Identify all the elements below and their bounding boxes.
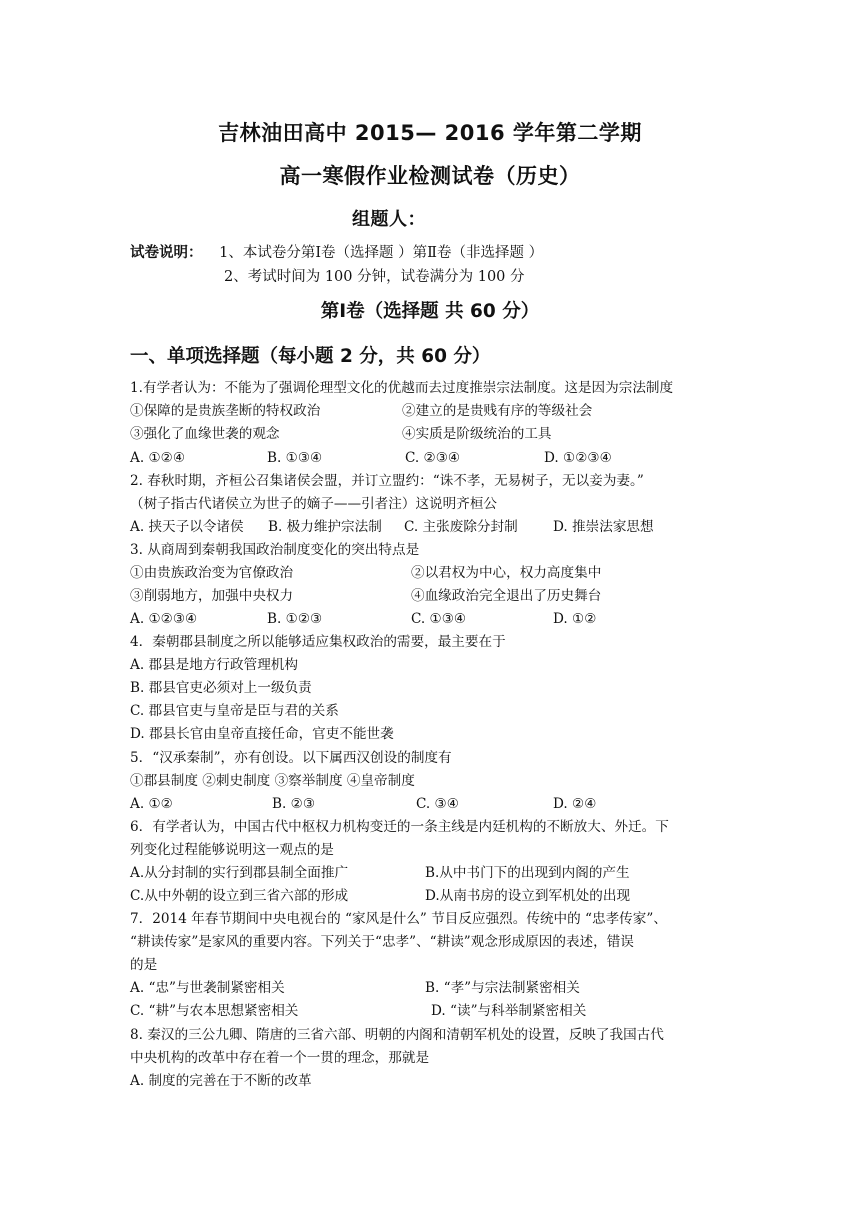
instruction-item-1: 1、本试卷分第Ⅰ卷（选择题 ）第Ⅱ卷（非选择题 ） (219, 245, 544, 261)
q8-stem-line-1: 8. 秦汉的三公九卿、隋唐的三省六部、明朝的内阁和清朝军机处的设置，反映了我国古代 (130, 1027, 664, 1043)
q5-option-b: B. ②③ (272, 796, 316, 812)
q7-option-c: C. “耕”与农本思想紧密相关 (130, 1003, 299, 1019)
q3-option-c: C. ①③④ (411, 611, 467, 627)
q7-option-d: D. “读”与科举制紧密相关 (431, 1003, 587, 1019)
q3-stem: 3. 从商周到秦朝我国政治制度变化的突出特点是 (130, 542, 420, 558)
q1-statement-2: ②建立的是贵贱有序的等级社会 (402, 403, 593, 419)
q8-stem-line-2: 中央机构的改革中存在着一个一贯的理念，那就是 (130, 1050, 430, 1066)
q1-statement-3: ③强化了血缘世袭的观念 (130, 426, 280, 442)
q7-stem-line-3: 的是 (130, 957, 158, 973)
q1-statement-1: ①保障的是贵族垄断的特权政治 (130, 403, 321, 419)
instructions-label: 试卷说明： (130, 245, 203, 261)
q1-option-a: A. ①②④ (130, 450, 186, 466)
q4-option-b: B. 郡县官吏必须对上一级负责 (130, 680, 312, 696)
q5-stem: 5．“汉承秦制”，亦有创设。以下属西汉创设的制度有 (130, 750, 452, 766)
q2-stem-line-2: （树子指古代诸侯立为世子的嫡子——引者注）这说明齐桓公 (130, 496, 498, 512)
q3-option-d: D. ①② (553, 611, 597, 627)
q5-option-d: D. ②④ (553, 796, 597, 812)
q1-option-b: B. ①③④ (267, 450, 323, 466)
q7-stem-line-1: 7．2014 年春节期间中央电视台的 “家风是什么” 节目反应强烈。传统中的 “忠孝传家”、 (130, 911, 667, 927)
composer-label: 组题人： (352, 209, 426, 230)
q3-statement-1: ①由贵族政治变为官僚政治 (130, 565, 294, 581)
q1-option-d: D. ①②③④ (544, 450, 612, 466)
q5-items: ①郡县制度 ②刺史制度 ③察举制度 ④皇帝制度 (130, 773, 415, 789)
q1-stem: 1.有学者认为：不能为了强调伦理型文化的优越而去过度推崇宗法制度。这是因为宗法制度 (130, 380, 674, 396)
q2-stem-line-1: 2. 春秋时期，齐桓公召集诸侯会盟，并订立盟约：“诛不孝，无易树子，无以妾为妻。” (130, 473, 644, 489)
q3-statement-3: ③削弱地方，加强中央权力 (130, 588, 294, 604)
q6-stem-line-2: 列变化过程能够说明这一观点的是 (130, 842, 334, 858)
part-one-title: 第Ⅰ卷（选择题 共 60 分） (320, 301, 540, 322)
q2-option-b: B. 极力维护宗法制 (268, 519, 382, 535)
q4-option-d: D. 郡县长官由皇帝直接任命，官吏不能世袭 (130, 726, 394, 742)
q4-option-c: C. 郡县官吏与皇帝是臣与君的关系 (130, 703, 339, 719)
q7-stem-line-2: “耕读传家”是家风的重要内容。下列关于“忠孝”、“耕读”观念形成原因的表述，错误 (130, 934, 634, 950)
q5-option-c: C. ③④ (416, 796, 459, 812)
q4-stem: 4．秦朝郡县制度之所以能够适应集权政治的需要，最主要在于 (130, 634, 506, 650)
q2-option-c: C. 主张废除分封制 (404, 519, 518, 535)
q3-option-b: B. ①②③ (267, 611, 323, 627)
q3-statement-2: ②以君权为中心，权力高度集中 (411, 565, 602, 581)
q8-option-a: A. 制度的完善在于不断的改革 (130, 1073, 312, 1089)
q6-option-c: C.从中外朝的设立到三省六部的形成 (130, 888, 349, 904)
q7-option-a: A. “忠”与世袭制紧密相关 (130, 980, 285, 996)
exam-subtitle: 高一寒假作业检测试卷（历史） (279, 164, 581, 188)
q3-statement-4: ④血缘政治完全退出了历史舞台 (411, 588, 602, 604)
q1-statement-4: ④实质是阶级统治的工具 (402, 426, 552, 442)
q1-option-c: C. ②③④ (405, 450, 461, 466)
q6-stem-line-1: 6．有学者认为，中国古代中枢权力机构变迁的一条主线是内廷机构的不断放大、外迁。下 (130, 819, 669, 835)
section-one-title: 一、单项选择题（每小题 2 分，共 60 分） (130, 346, 491, 367)
instruction-item-2: 2、考试时间为 100 分钟，试卷满分为 100 分 (224, 269, 525, 285)
q2-option-d: D. 推崇法家思想 (553, 519, 654, 535)
q7-option-b: B. “孝”与宗法制紧密相关 (425, 980, 580, 996)
q5-option-a: A. ①② (130, 796, 173, 812)
q4-option-a: A. 郡县是地方行政管理机构 (130, 657, 298, 673)
instructions-line-1 (130, 241, 543, 262)
q6-option-a: A.从分封制的实行到郡县制全面推广 (130, 865, 349, 881)
q3-option-a: A. ①②③④ (130, 611, 198, 627)
q2-option-a: A. 挟天子以令诸侯 (130, 519, 244, 535)
q6-option-b: B.从中书门下的出现到内阁的产生 (425, 865, 630, 881)
q6-option-d: D.从南书房的设立到军机处的出现 (425, 888, 631, 904)
exam-title: 吉林油田高中 2015— 2016 学年第二学期 (218, 121, 642, 145)
